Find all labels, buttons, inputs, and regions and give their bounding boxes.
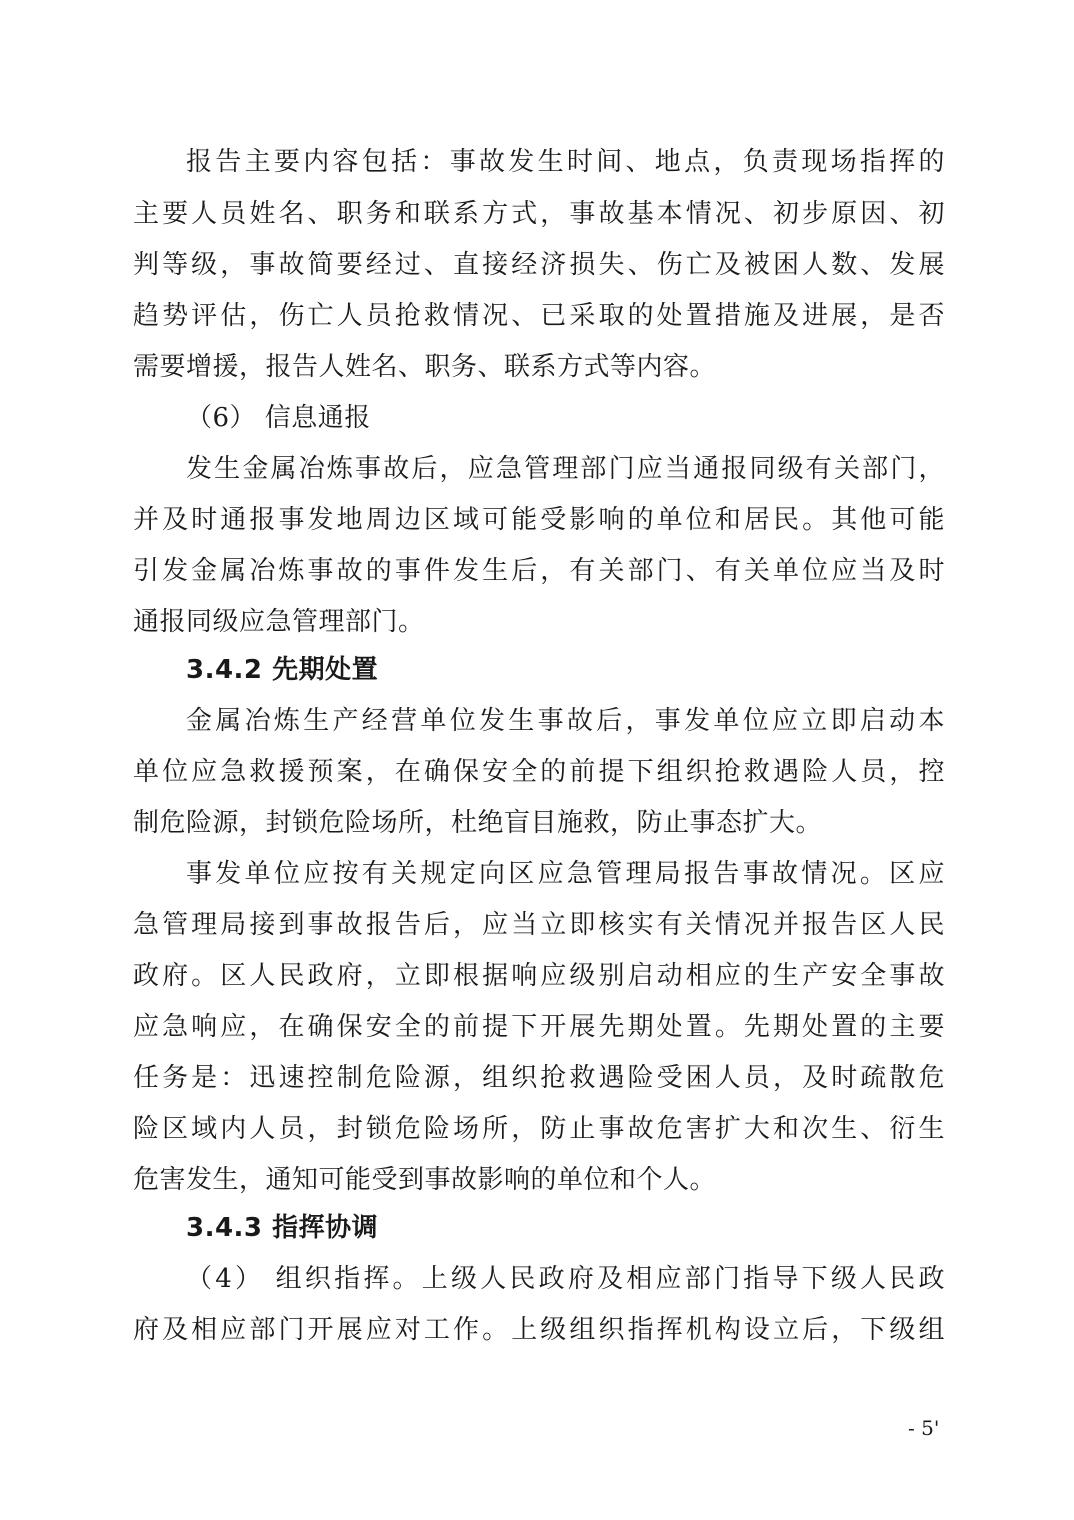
subsection-heading: （6） 信息通报 (186, 403, 371, 433)
section-heading: 3.4.3 指挥协调 (186, 1213, 379, 1243)
paragraph-line: 急管理局接到事故报告后，应当立即核实有关情况并报告区人民 (133, 910, 945, 940)
paragraph-line: 发生金属冶炼事故后，应急管理部门应当通报同级有关部门， (186, 454, 945, 484)
paragraph-line: 并及时通报事发地周边区域可能受影响的单位和居民。其他可能 (133, 505, 945, 535)
paragraph-line: 金属冶炼生产经营单位发生事故后，事发单位应立即启动本 (186, 706, 945, 736)
paragraph-line: 需要增援，报告人姓名、职务、联系方式等内容。 (133, 352, 717, 382)
paragraph-line: 险区域内人员，封锁危险场所，防止事故危害扩大和次生、衍生 (133, 1114, 945, 1144)
paragraph-line: 制危险源，封锁危险场所，杜绝盲目施救，防止事态扩大。 (133, 808, 823, 838)
paragraph-line: 通报同级应急管理部门。 (133, 607, 425, 637)
paragraph-line: 府及相应部门开展应对工作。上级组织指挥机构设立后，下级组 (133, 1315, 945, 1345)
section-heading: 3.4.2 先期处置 (186, 655, 379, 685)
paragraph-line: 报告主要内容包括：事故发生时间、地点，负责现场指挥的 (186, 147, 945, 177)
page-number: - 5' (908, 1416, 940, 1440)
paragraph-line: 应急响应，在确保安全的前提下开展先期处置。先期处置的主要 (133, 1012, 945, 1042)
paragraph-line: 任务是：迅速控制危险源，组织抢救遇险受困人员，及时疏散危 (133, 1063, 945, 1093)
paragraph-line: 单位应急救援预案，在确保安全的前提下组织抢救遇险人员，控 (133, 757, 945, 787)
paragraph-line: 判等级，事故简要经过、直接经济损失、伤亡及被困人数、发展 (133, 250, 945, 280)
paragraph-line: 危害发生，通知可能受到事故影响的单位和个人。 (133, 1165, 717, 1195)
paragraph-line: 趋势评估，伤亡人员抢救情况、已采取的处置措施及进展，是否 (133, 301, 945, 331)
paragraph-line: 事发单位应按有关规定向区应急管理局报告事故情况。区应 (186, 859, 945, 889)
paragraph-line: 引发金属冶炼事故的事件发生后，有关部门、有关单位应当及时 (133, 556, 945, 586)
paragraph-line: 政府。区人民政府，立即根据响应级别启动相应的生产安全事故 (133, 961, 945, 991)
paragraph-line: 主要人员姓名、职务和联系方式，事故基本情况、初步原因、初 (133, 199, 945, 229)
paragraph-line: （4） 组织指挥。上级人民政府及相应部门指导下级人民政 (186, 1264, 945, 1294)
